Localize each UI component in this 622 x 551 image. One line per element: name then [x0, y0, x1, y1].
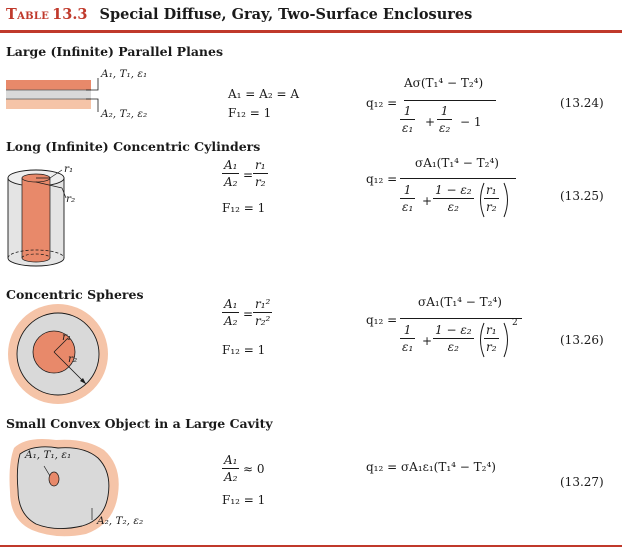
cyl-r2-label: r₂: [66, 193, 76, 205]
plane1-label: A₁, T₁, ε₁: [101, 68, 148, 80]
eq27-expression: q₁₂ = σA₁ε₁(T₁⁴ − T₂⁴): [366, 460, 496, 474]
footer-rule: [0, 545, 622, 547]
cavity-label: A₂, T₂, ε₂: [97, 515, 144, 527]
table-word: Table: [6, 6, 50, 23]
eq26-right-paren: [503, 322, 511, 358]
eq25-den-frac1: 1 ε₁: [402, 183, 414, 214]
cyl-r1-label: r₁: [64, 163, 74, 175]
eq24-lhs: q₁₂ =: [366, 96, 398, 110]
eq26-area-equals: =: [243, 307, 254, 321]
eq26-den-ratio: r₁ r₂: [486, 323, 497, 354]
eq25-number: (13.25): [560, 189, 604, 203]
eq24-main-fraction-bar: [404, 100, 496, 101]
header-rule: [0, 30, 622, 33]
eq26-number: (13.26): [560, 333, 604, 347]
table-title: [6, 6, 472, 23]
eq25-den-plus: +: [422, 194, 433, 208]
eq26-den-frac1: 1 ε₁: [402, 323, 414, 354]
eq25-numerator: σA₁(T₁⁴ − T₂⁴): [415, 156, 499, 170]
eq24-den-plus: +: [425, 115, 436, 129]
plane2-label: A₂, T₂, ε₂: [101, 108, 148, 120]
eq26-den-frac2: 1 − ε₂ ε₂: [435, 323, 472, 354]
eq26-lhs: q₁₂ =: [366, 313, 398, 327]
eq27-area-frac: A₁ A₂: [224, 453, 238, 484]
table-heading: Special Diffuse, Gray, Two-Surface Enclosures: [99, 6, 473, 23]
section-convex-object-heading: Small Convex Object in a Large Cavity: [6, 416, 273, 431]
section-spheres-heading: Concentric Spheres: [6, 287, 144, 302]
eq24-den-frac2: 1 ε₂: [439, 104, 451, 135]
eq25-main-fraction-bar: [400, 178, 516, 179]
eq25-view-factor: F₁₂ = 1: [222, 201, 266, 215]
section-cylinders-heading: Long (Infinite) Concentric Cylinders: [6, 139, 261, 154]
sph-r1-label: r₁: [62, 331, 72, 343]
spheres-figure: [6, 302, 110, 406]
eq25-den-frac2: 1 − ε₂ ε₂: [435, 183, 472, 214]
eq26-area-frac: A₁ A₂: [224, 297, 238, 328]
eq26-numerator: σA₁(T₁⁴ − T₂⁴): [418, 295, 502, 309]
eq27-number: (13.27): [560, 475, 604, 489]
eq26-den-exponent: 2: [512, 318, 518, 328]
eq24-den-frac1: 1 ε₁: [402, 104, 414, 135]
eq25-den-ratio: r₁ r₂: [486, 183, 497, 214]
eq25-radius-frac: r₁ r₂: [255, 158, 266, 189]
eq25-area-frac: A₁ A₂: [224, 158, 238, 189]
eq26-den-plus: +: [422, 334, 433, 348]
eq26-view-factor: F₁₂ = 1: [222, 343, 266, 357]
eq24-number: (13.24): [560, 96, 604, 110]
eq25-lhs: q₁₂ =: [366, 172, 398, 186]
table-number: 13.3: [52, 6, 88, 23]
eq24-view-factor: F₁₂ = 1: [228, 106, 272, 120]
section-parallel-planes-heading: Large (Infinite) Parallel Planes: [6, 44, 224, 59]
eq24-area-relation: A₁ = A₂ = A: [228, 87, 299, 101]
eq26-radius-frac: r₁² r₂²: [255, 297, 271, 328]
eq24-numerator: Aσ(T₁⁴ − T₂⁴): [404, 76, 484, 90]
eq25-right-paren: [503, 182, 511, 218]
eq27-area-approx: ≈ 0: [243, 462, 265, 476]
sph-r2-label: r₂: [68, 353, 78, 365]
parallel-planes-figure: [6, 64, 186, 124]
cylinders-figure: [6, 158, 86, 276]
eq24-den-minus-one: − 1: [460, 115, 482, 129]
eq27-view-factor: F₁₂ = 1: [222, 493, 266, 507]
eq25-area-equals: =: [243, 168, 254, 182]
eq26-main-fraction-bar: [400, 318, 522, 319]
object-label: A₁, T₁, ε₁: [25, 449, 72, 461]
